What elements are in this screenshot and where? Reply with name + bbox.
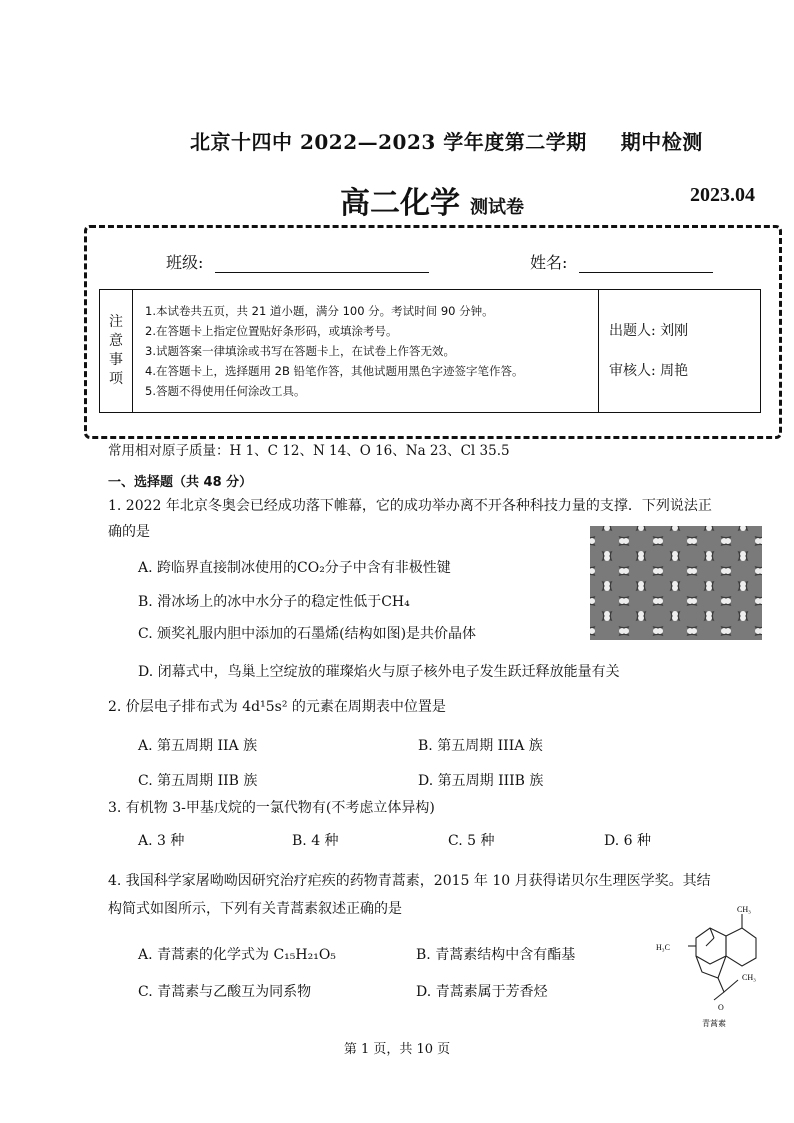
- rule-item: 2.在答题卡上指定位置贴好条形码，或填涂考号。: [145, 324, 398, 338]
- exam-type: 期中检测: [620, 130, 703, 154]
- q4-option-c: C. 青蒿素与乙酸互为同系物: [138, 984, 312, 1000]
- q1-option-d: D. 闭幕式中，鸟巢上空绽放的璀璨焰火与原子核外电子发生跃迁释放能量有关: [138, 664, 620, 680]
- q1-option-a: A. 跨临界直接制冰使用的CO₂分子中含有非极性键: [138, 560, 451, 576]
- q4-option-a: A. 青蒿素的化学式为 C₁₅H₂₁O₅: [138, 947, 336, 963]
- q2-option-b: B. 第五周期 IIIA 族: [418, 738, 543, 754]
- notes-heading-char: 意: [109, 333, 123, 349]
- q1-option-c: C. 颁奖礼服内胆中添加的石墨烯(结构如图)是共价晶体: [138, 626, 477, 642]
- class-blank: [215, 254, 429, 273]
- notes-heading: [100, 290, 133, 413]
- q1-stem-line: 1. 2022 年北京冬奥会已经成功落下帷幕，它的成功举办离不开各种科技力量的支撑．下列说法正: [108, 498, 712, 514]
- structure-caption: 青蒿素: [702, 1019, 726, 1028]
- reviewer-name: 周艳: [660, 363, 689, 379]
- rule-item: 1.本试卷共五页，共 21 道小题，满分 100 分。考试时间 90 分钟。: [145, 304, 494, 318]
- people-cell: [599, 290, 761, 413]
- q2-option-a: A. 第五周期 IIA 族: [138, 738, 258, 754]
- graphene-lattice: [590, 526, 762, 640]
- atomic-masses: 常用相对原子质量：H 1、C 12、N 14、O 16、Na 23、Cl 35.5: [108, 443, 510, 459]
- name-blank: [579, 254, 713, 273]
- q4-stem-line: 4. 我国科学家屠呦呦因研究治疗疟疾的药物青蒿素，2015 年 10 月获得诺贝尔生理医学奖。其结: [108, 873, 711, 889]
- name-field: [530, 250, 713, 273]
- subject-title: [340, 178, 524, 222]
- reviewer-label: 审核人:: [609, 363, 656, 379]
- rule-item: 4.在答题卡上，选择题用 2B 铅笔作答，其他试题用黑色字迹签字笔作答。: [145, 364, 524, 378]
- reviewer-line: [609, 351, 759, 391]
- q3-option-d: D. 6 种: [604, 833, 651, 849]
- notes-heading-char: 事: [109, 352, 123, 368]
- section-title: 一、选择题（共 48 分）: [108, 475, 253, 490]
- q2-stem: 2. 价层电子排布式为 4d¹5s² 的元素在周期表中位置是: [108, 699, 446, 715]
- author-name: 刘刚: [660, 323, 689, 339]
- class-field: [166, 250, 429, 273]
- artemisinin-structure-image: [652, 898, 770, 1030]
- q2-option-c: C. 第五周期 IIB 族: [138, 773, 258, 789]
- q2-option-d: D. 第五周期 IIIB 族: [418, 773, 544, 789]
- rules-list: [133, 290, 599, 413]
- subject: 高二化学: [340, 186, 460, 221]
- carbonyl-o-label: O: [718, 1003, 724, 1012]
- page-footer: 第 1 页，共 10 页: [343, 1042, 451, 1057]
- paper-type: 测试卷: [470, 197, 524, 218]
- q1-stem-line: 确的是: [108, 524, 150, 540]
- q3-option-a: A. 3 种: [138, 833, 185, 849]
- notes-heading-char: 注: [109, 314, 123, 330]
- school-line: 北京十四中 2022—2023 学年度第二学期: [190, 130, 587, 154]
- author-line: [609, 311, 759, 351]
- rule-item: 5.答题不得使用任何涂改工具。: [145, 384, 306, 398]
- ch3-top-label: CH₃: [737, 905, 751, 914]
- q1-option-b: B. 滑冰场上的冰中水分子的稳定性低于CH₄: [138, 594, 410, 610]
- rule-item: 3.试题答案一律填涂或书写在答题卡上，在试卷上作答无效。: [145, 344, 455, 358]
- author-label: 出题人:: [609, 323, 656, 339]
- notes-table: [99, 289, 761, 413]
- q4-option-b: B. 青蒿素结构中含有酯基: [416, 947, 576, 963]
- q3-stem: 3. 有机物 3-甲基戊烷的一氯代物有(不考虑立体异构): [108, 800, 435, 816]
- q4-stem-line: 构简式如图所示，下列有关青蒿素叙述正确的是: [108, 901, 402, 917]
- class-label: 班级:: [166, 253, 204, 272]
- q3-option-c: C. 5 种: [448, 833, 495, 849]
- exam-title: [190, 126, 703, 155]
- q3-option-b: B. 4 种: [292, 833, 339, 849]
- exam-date: 2023.04: [690, 184, 755, 206]
- artemisinin-skeleton: [652, 898, 770, 1030]
- notes-heading-char: 项: [109, 371, 123, 387]
- ch3-right-label: CH₃: [742, 973, 756, 982]
- q4-option-d: D. 青蒿素属于芳香烃: [416, 984, 548, 1000]
- graphene-structure-image: [590, 526, 762, 640]
- name-label: 姓名:: [530, 253, 568, 272]
- h3c-label: H₃C: [656, 943, 670, 952]
